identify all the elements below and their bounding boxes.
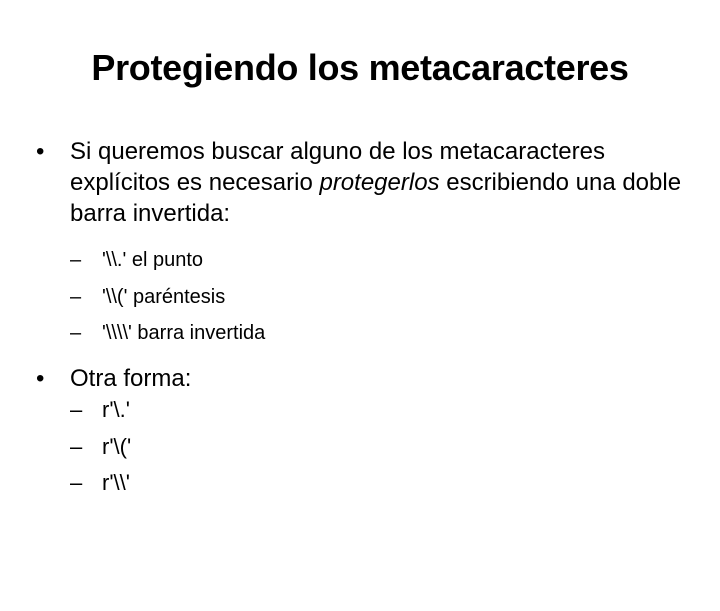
list-item-text: r'\.'	[102, 397, 130, 422]
list-item	[70, 392, 670, 429]
bullet-text-emphasis: protegerlos	[319, 169, 440, 196]
bullet-icon: •	[36, 365, 45, 392]
list-item-text: '\\(' paréntesis	[102, 285, 226, 308]
list-item	[70, 315, 670, 352]
bullet-text-start: Si queremos buscar alguno de los metacaracteres explícitos es necesario	[70, 138, 605, 196]
dash-icon: –	[70, 470, 83, 495]
bullet-text-end: escribiendo una doble barra invertida:	[70, 169, 682, 227]
escape-examples-list	[70, 242, 670, 352]
dash-icon: –	[70, 433, 83, 459]
bullet-text	[70, 136, 686, 229]
list-item	[70, 279, 670, 316]
list-item-text: r'\\'	[102, 470, 130, 495]
list-item	[70, 465, 670, 502]
list-item-text: '\\\\' barra invertida	[102, 322, 266, 344]
bullet-item-escape-explanation	[36, 136, 686, 229]
dash-icon: –	[70, 249, 82, 271]
raw-string-examples-list	[70, 392, 670, 502]
list-item	[70, 429, 670, 466]
slide-title: Protegiendo los metacaracteres	[91, 47, 629, 88]
bullet-icon: •	[36, 138, 45, 165]
list-item-text: '\\.' el punto	[102, 249, 204, 271]
dash-icon: –	[70, 322, 82, 344]
bullet-text: Otra forma:	[70, 365, 192, 392]
dash-icon: –	[70, 285, 82, 308]
list-item-text: r'\('	[102, 433, 132, 459]
bullet-item-other-way	[36, 363, 686, 394]
list-item	[70, 242, 670, 279]
dash-icon: –	[70, 397, 83, 422]
